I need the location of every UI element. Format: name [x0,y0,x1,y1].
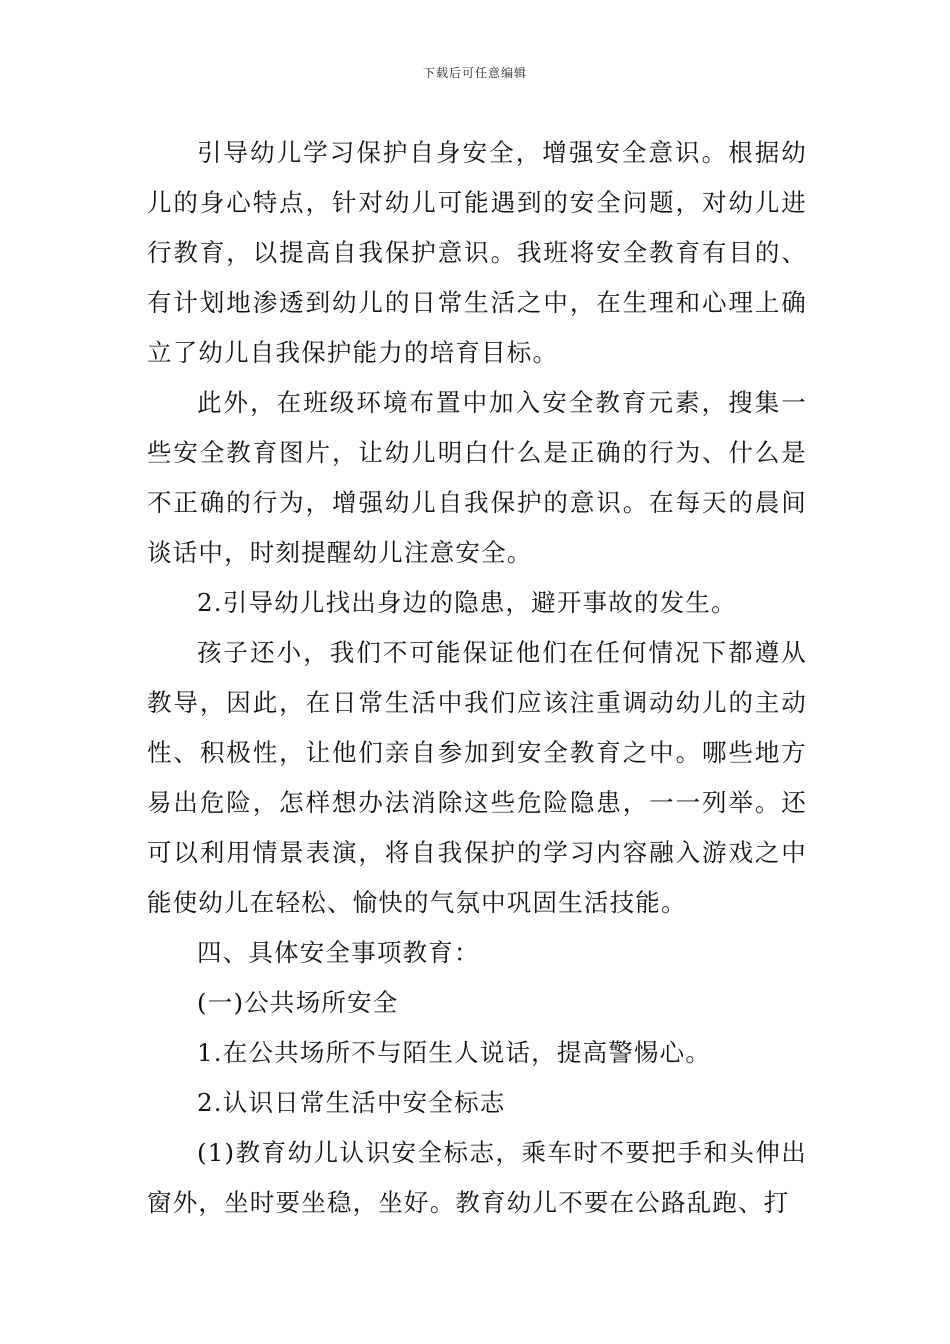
list-item: 2.认识日常生活中安全标志 [197,1088,506,1117]
paragraph: 此外，在班级环境布置中加入安全教育元素，搜集一些安全教育图片，让幼儿明白什么是正确的行为、什么是不正确的行为，增强幼儿自我保护的意识。在每天的晨间谈话中，时刻提醒幼儿注意安全。 [147,388,807,567]
page-header: 下载后可任意编辑 [422,66,527,80]
paragraph: 引导幼儿学习保护自身安全，增强安全意识。根据幼儿的身心特点，针对幼儿可能遇到的安全问题，对幼儿进行教育，以提高自我保护意识。我班将安全教育有目的、有计划地渗透到幼儿的日常生活之中，在生理和心理上确立了幼儿自我保护能力的培育目标。 [147,138,807,367]
subsection-heading: (一)公共场所安全 [197,988,399,1017]
list-item: (1)教育幼儿认识安全标志，乘车时不要把手和头伸出窗外，坐时要坐稳，坐好。教育幼儿不要在公路乱跑、打 [147,1138,807,1217]
list-item: 1.在公共场所不与陌生人说话，提高警惕心。 [197,1038,712,1067]
section-heading: 四、具体安全事项教育： [197,938,480,967]
paragraph: 孩子还小，我们不可能保证他们在任何情况下都遵从教导，因此，在日常生活中我们应该注重调动幼儿的主动性、积极性，让他们亲自参加到安全教育之中。哪些地方易出危险，怎样想办法消除这些危险隐患，一一列举。还可以利用情景表演，将自我保护的学习内容融入游戏之中能使幼儿在轻松、愉快的气氛中巩固生活技能。 [147,638,807,917]
document-body [147,128,807,1228]
paragraph: 2.引导幼儿找出身边的隐患，避开事故的发生。 [197,588,737,617]
